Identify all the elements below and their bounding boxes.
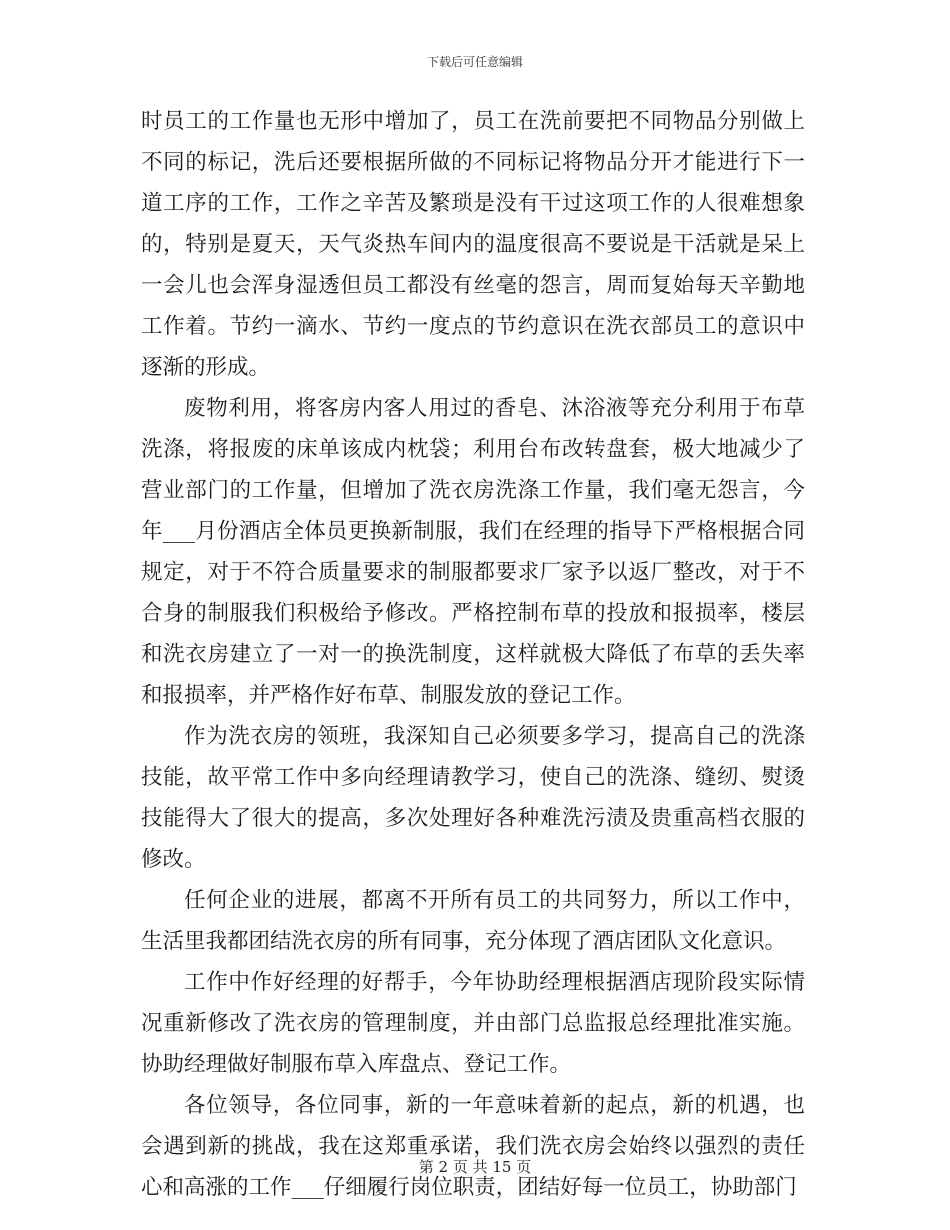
paragraph-3: 作为洗衣房的领班，我深知自己必须要多学习，提高自己的洗涤技能，故平常工作中多向经理请教学习，使自己的洗涤、缝纫、熨烫技能得大了很大的提高，多次处理好各种难洗污渍及贵重高档衣服的修改。 — [141, 724, 805, 872]
page-header: 下载后可任意编辑 — [426, 55, 523, 69]
paragraph-2: 废物利用，将客房内客人用过的香皂、沐浴液等充分利用于布草洗涤，将报废的床单该成内枕袋；利用台布改转盘套，极大地减少了营业部门的工作量，但增加了洗衣房洗涤工作量，我们毫无怨言，今年___月份酒店全体员更换新制服，我们在经理的指导下严格根据合同规定，对于不符合质量要求的制服都要求厂家予以返厂整改，对于不合身的制服我们积极给予修改。严格控制布草的投放和报损率，楼层和洗衣房建立了一对一的换洗制度，这样就极大降低了布草的丢失率和报损率，并严格作好布草、制服发放的登记工作。 — [141, 396, 805, 708]
paragraph-1: 时员工的工作量也无形中增加了，员工在洗前要把不同物品分别做上不同的标记，洗后还要根据所做的不同标记将物品分开才能进行下一道工序的工作，工作之辛苦及繁琐是没有干过这项工作的人很难想象的，特别是夏天，天气炎热车间内的温度很高不要说是干活就是呆上一会儿也会浑身湿透但员工都没有丝毫的怨言，周而复始每天辛勤地工作着。节约一滴水、节约一度点的节约意识在洗衣部员工的意识中逐渐的形成。 — [141, 109, 805, 380]
paragraph-4: 任何企业的进展，都离不开所有员工的共同努力，所以工作中，生活里我都团结洗衣房的所有同事，充分体现了酒店团队文化意识。 — [141, 888, 805, 954]
page-footer: 第 2 页 共 15 页 — [418, 1158, 532, 1176]
document-body — [141, 101, 805, 1208]
paragraph-6: 各位领导，各位同事，新的一年意味着新的起点，新的机遇，也会遇到新的挑战，我在这郑重承诺，我们洗衣房会始终以强烈的责任心和高涨的工作___仔细履行岗位职责，团结好每一位员工，协助部门 — [141, 1093, 805, 1200]
paragraph-5: 工作中作好经理的好帮手，今年协助经理根据酒店现阶段实际情况重新修改了洗衣房的管理制度，并由部门总监报总经理批准实施。协助经理做好制服布草入库盘点、登记工作。 — [141, 970, 805, 1077]
